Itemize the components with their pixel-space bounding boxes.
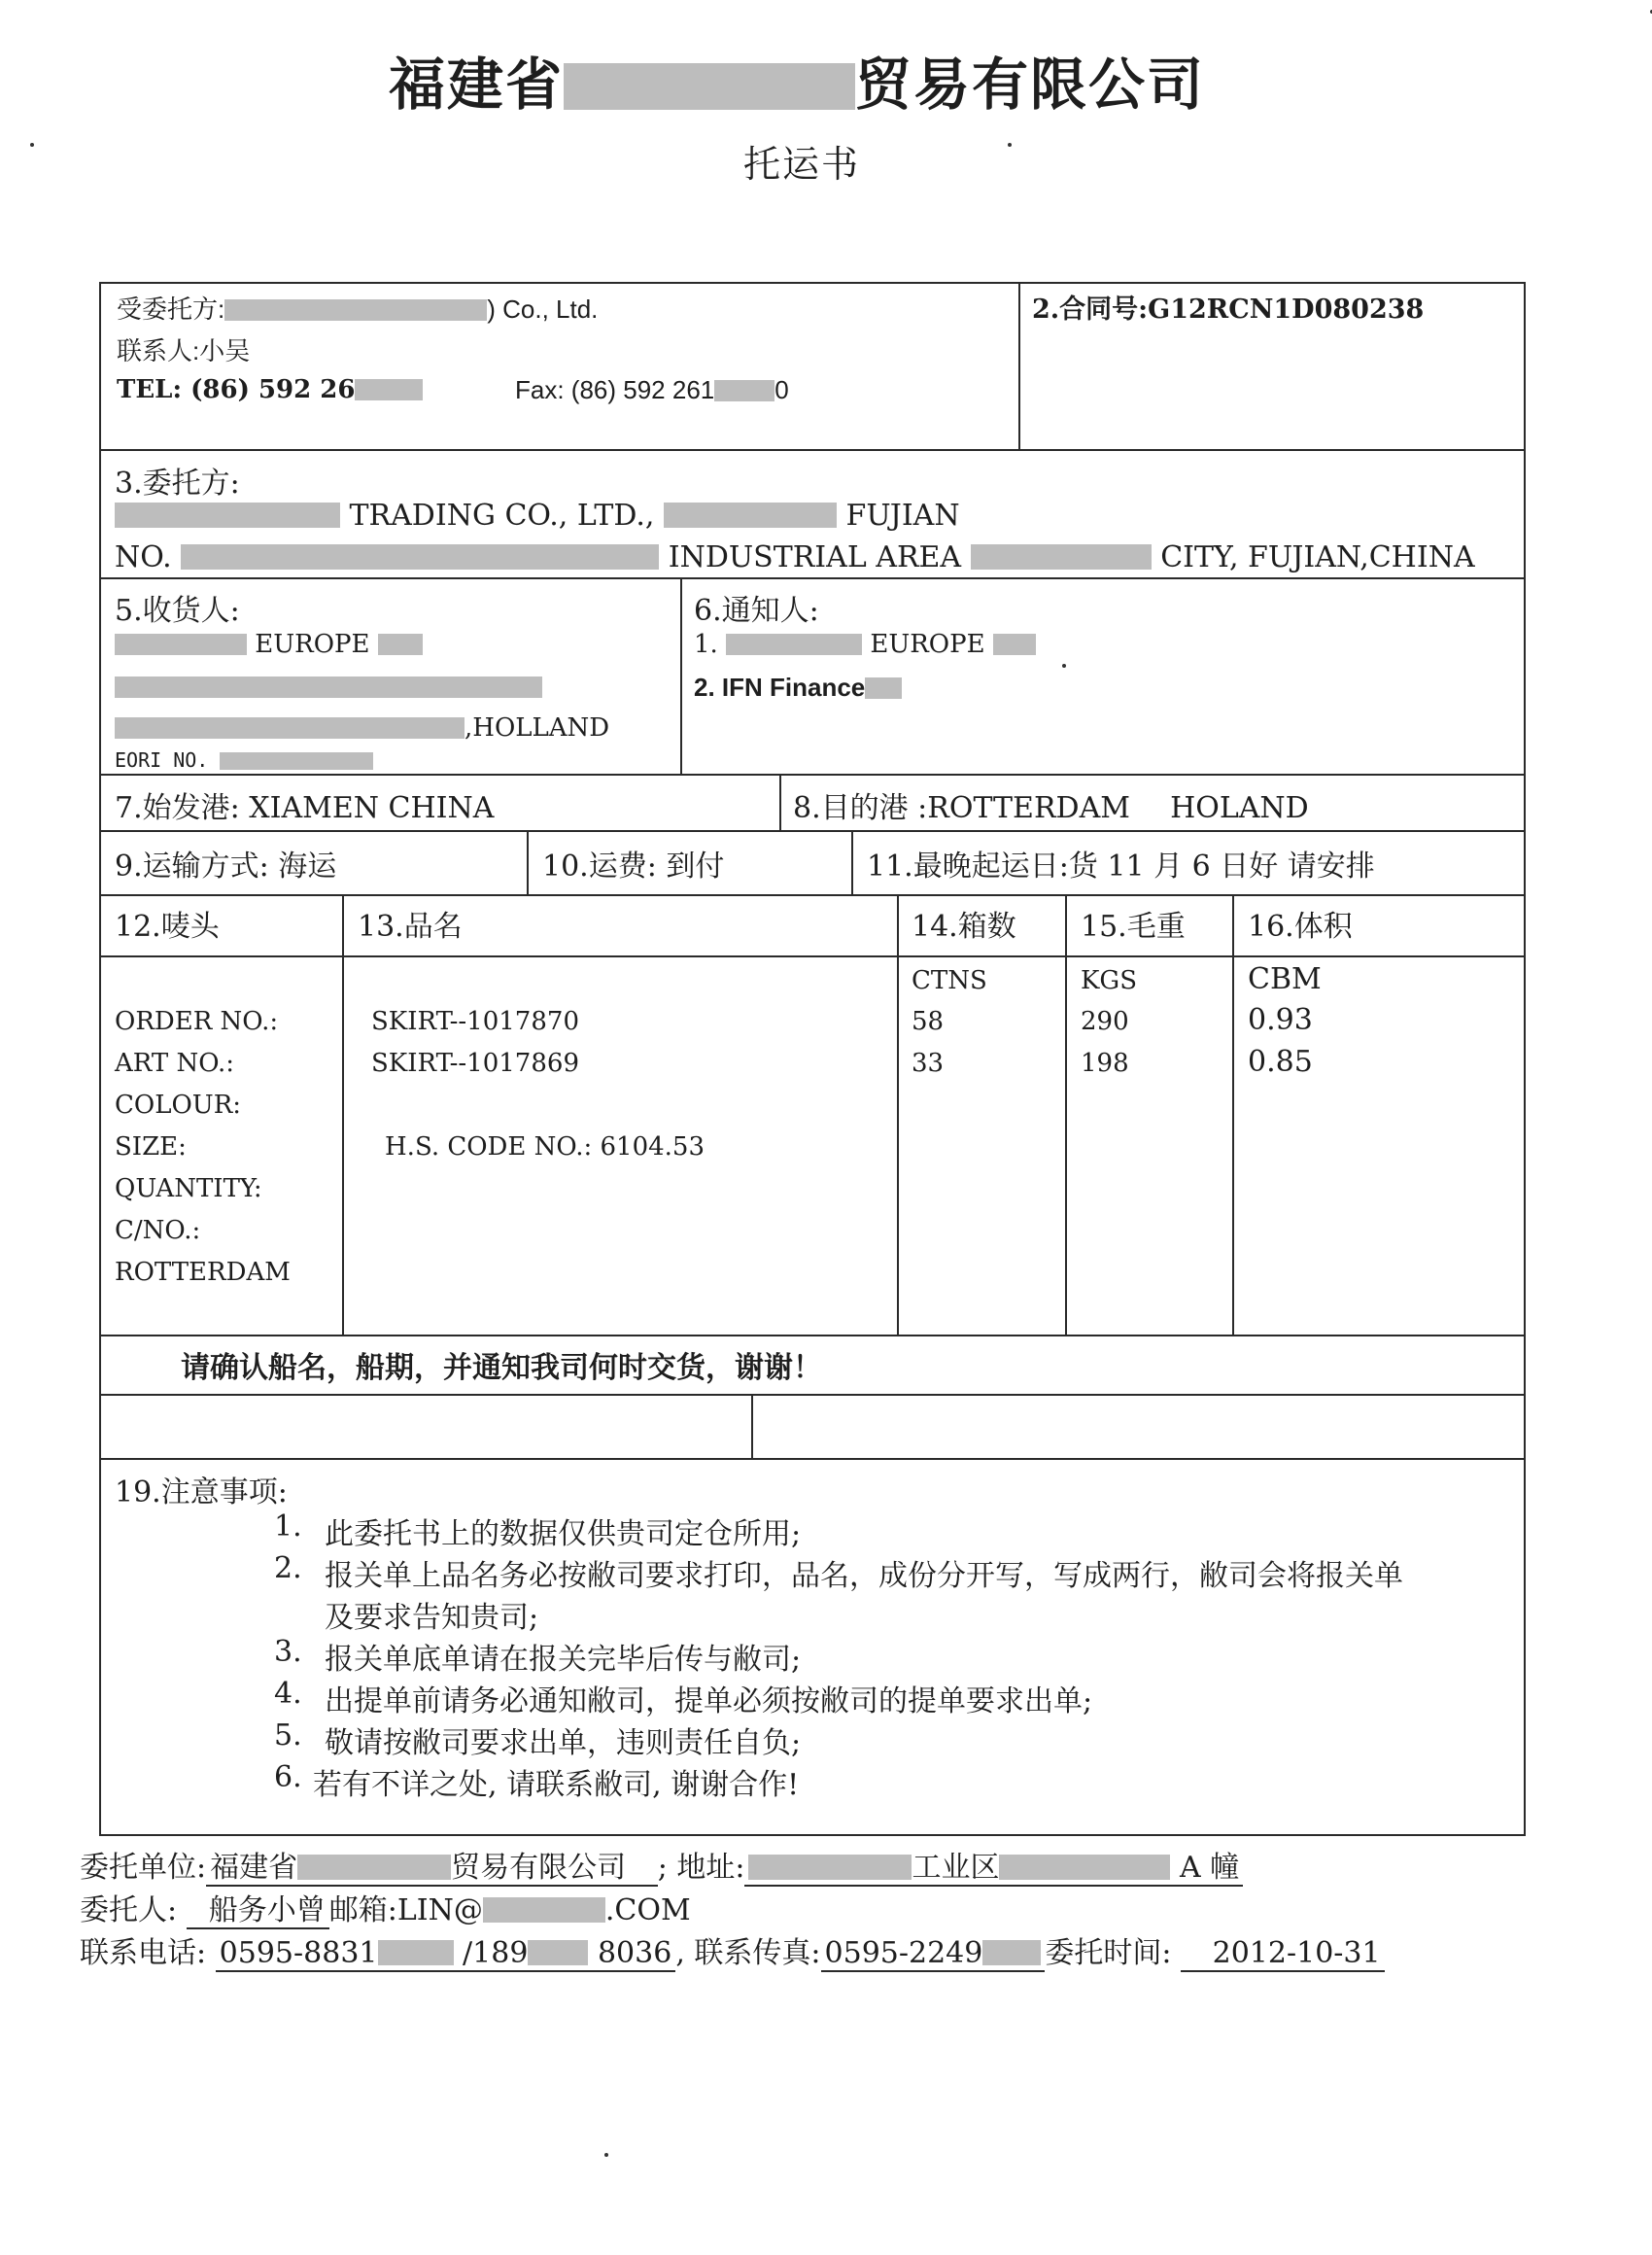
notify-line-2 xyxy=(694,673,902,703)
mark-destination: ROTTERDAM xyxy=(115,1258,291,1287)
phone-2-prefix: /189 xyxy=(463,1936,529,1970)
redaction xyxy=(115,634,247,655)
phone-label: 联系电话: xyxy=(80,1936,207,1970)
item-desc: SKIRT--1017870 xyxy=(371,1007,579,1036)
document-subtitle: 托运书 xyxy=(742,143,860,186)
redaction xyxy=(181,544,659,570)
mode-label: 9.运输方式: xyxy=(115,850,269,884)
item-cbm: 0.93 xyxy=(1248,1003,1313,1037)
redaction xyxy=(714,380,774,401)
consignee-line3-text: ,HOLLAND xyxy=(465,713,610,743)
agent-name-suffix: ) Co., Ltd. xyxy=(487,295,599,324)
mark-order-no: ORDER NO.: xyxy=(115,1007,279,1036)
loading-label: 7.始发港: xyxy=(115,791,240,825)
redaction xyxy=(664,503,837,528)
date-text: 2012-10-31 xyxy=(1212,1936,1381,1970)
redaction xyxy=(378,634,423,655)
redaction xyxy=(748,1855,912,1880)
company-title xyxy=(0,39,1594,121)
contract-number xyxy=(1032,288,1424,326)
addr-value xyxy=(744,1851,1243,1887)
header-cartons: 14.箱数 xyxy=(912,910,1016,944)
item-desc: SKIRT--1017869 xyxy=(371,1049,579,1078)
consignee-line-3 xyxy=(115,713,609,743)
unit-prefix: 福建省 xyxy=(210,1851,298,1885)
fax-number: 0595-2249 xyxy=(824,1936,983,1970)
redaction xyxy=(982,1940,1041,1965)
speck xyxy=(1008,143,1012,147)
mode-value: 海运 xyxy=(278,850,337,884)
header-volume: 16.体积 xyxy=(1248,910,1353,944)
mark-size: SIZE: xyxy=(115,1132,187,1162)
confirm-note: 请确认船名，船期，并通知我司何时交货，谢谢！ xyxy=(181,1351,822,1385)
latest-shipment xyxy=(867,842,1375,885)
mark-quantity: QUANTITY: xyxy=(115,1174,262,1203)
person-label: 委托人: xyxy=(80,1893,178,1927)
unit-suffix: 贸易有限公司 xyxy=(451,1851,627,1885)
email-label: 邮箱: xyxy=(328,1893,397,1927)
notify-line2-text: 2. IFN Finance xyxy=(694,673,866,702)
redaction xyxy=(378,1940,454,1965)
agent-fax xyxy=(515,375,789,405)
note-text: 若有不详之处, 请联系敝司, 谢谢合作! xyxy=(313,1768,800,1802)
note-number: 5. xyxy=(274,1718,302,1752)
note-text: 此委托书上的数据仅供贵司定仓所用; xyxy=(325,1517,802,1551)
agent-fax-suffix: 0 xyxy=(774,375,789,404)
redaction xyxy=(297,1855,451,1880)
redaction xyxy=(115,676,542,698)
freight xyxy=(542,842,724,885)
unit-ctns: CTNS xyxy=(912,966,987,995)
date-label: 委托时间: xyxy=(1045,1936,1172,1970)
notify-line1-num: 1. xyxy=(694,630,718,659)
email-prefix: LIN@ xyxy=(396,1893,483,1927)
shipper-label: 3.委托方: xyxy=(115,467,240,501)
redaction xyxy=(220,752,373,770)
redaction xyxy=(726,634,862,655)
redaction xyxy=(528,1940,588,1965)
redaction xyxy=(971,544,1152,570)
note-number: 1. xyxy=(274,1509,302,1544)
unit-cbm: CBM xyxy=(1248,962,1322,996)
addr-end: A 幢 xyxy=(1180,1851,1240,1885)
person-value xyxy=(187,1893,329,1929)
unit-label: 委托单位: xyxy=(80,1851,207,1885)
dest-value: :ROTTERDAM xyxy=(917,791,1130,825)
footer-unit-row xyxy=(80,1843,1243,1886)
dest-country: HOLAND xyxy=(1170,791,1309,825)
mark-art-no: ART NO.: xyxy=(115,1049,235,1078)
latest-label: 11.最晚起运日: xyxy=(867,850,1069,884)
unit-kgs: KGS xyxy=(1081,966,1138,995)
person-name: 船务小曾 xyxy=(208,1893,326,1927)
item-kgs: 290 xyxy=(1081,1007,1129,1036)
fax-value xyxy=(821,1936,1046,1972)
agent-name xyxy=(117,290,598,326)
agent-fax-prefix: Fax: (86) 592 261 xyxy=(515,375,715,404)
item-kgs: 198 xyxy=(1081,1049,1129,1078)
redaction xyxy=(993,634,1036,655)
company-suffix: 贸易有限公司 xyxy=(855,52,1206,118)
item-cbm: 0.85 xyxy=(1248,1045,1313,1079)
phone-2-suffix: 8036 xyxy=(597,1936,672,1970)
shipper-line2-end: CITY, FUJIAN,CHINA xyxy=(1160,540,1475,574)
shipper-line2-mid: INDUSTRIAL AREA xyxy=(668,540,962,574)
shipper-line-1 xyxy=(115,499,960,533)
latest-value: 货 11 月 6 日好 请安排 xyxy=(1068,850,1375,884)
agent-tel xyxy=(117,375,423,404)
note-number: 2. xyxy=(274,1551,302,1585)
shipper-line1-mid: TRADING CO., LTD., xyxy=(349,499,655,533)
redaction xyxy=(999,1855,1170,1880)
shipper-line1-end: FUJIAN xyxy=(845,499,960,533)
addr-mid: 工业区 xyxy=(912,1851,1000,1885)
phone-value xyxy=(216,1936,676,1972)
consignee-line-1 xyxy=(115,630,423,659)
agent-label: 受委托方: xyxy=(117,295,225,324)
item-ctns: 58 xyxy=(912,1007,945,1036)
speck xyxy=(604,2153,608,2157)
redaction xyxy=(115,503,340,528)
speck xyxy=(30,143,34,147)
note-text: 报关单底单请在报关完毕后传与敝司; xyxy=(325,1643,802,1677)
consignee-line1-text: EUROPE xyxy=(255,630,370,659)
redaction xyxy=(115,717,465,739)
unit-value xyxy=(206,1851,658,1887)
notes-label: 19.注意事项: xyxy=(115,1475,288,1509)
notify-line1-text: EUROPE xyxy=(870,630,985,659)
note-number: 4. xyxy=(274,1677,302,1711)
mark-carton-no: C/NO.: xyxy=(115,1216,201,1245)
fax-label: , 联系传真: xyxy=(675,1936,821,1970)
hs-code: H.S. CODE NO.: 6104.53 xyxy=(385,1132,705,1162)
note-number: 3. xyxy=(274,1635,302,1669)
header-gross-weight: 15.毛重 xyxy=(1081,910,1186,944)
freight-value: 到付 xyxy=(666,850,725,884)
port-of-loading xyxy=(115,783,494,826)
note-text: 报关单上品名务必按敝司要求打印，品名，成份分开写，写成两行，敝司会将报关单 xyxy=(325,1559,1403,1593)
note-text: 出提单前请务必通知敝司，提单必须按敝司的提单要求出单; xyxy=(325,1684,1093,1718)
note-number: 6. xyxy=(274,1760,302,1794)
header-description: 13.品名 xyxy=(358,910,463,944)
dest-label: 8.目的港 xyxy=(793,791,909,825)
note-text: 敬请按敝司要求出单，违则责任自负; xyxy=(325,1726,802,1760)
transport-mode xyxy=(115,842,336,885)
redaction xyxy=(483,1897,605,1923)
consignee-eori xyxy=(115,748,373,772)
addr-label: ; 地址: xyxy=(657,1851,745,1885)
footer-contact-row xyxy=(80,1928,1385,1971)
consignee-eori-label: EORI NO. xyxy=(115,748,209,772)
consignee-label: 5.收货人: xyxy=(115,594,240,628)
footer-person-row xyxy=(80,1886,691,1928)
redaction xyxy=(865,677,902,699)
date-value xyxy=(1181,1936,1385,1972)
shipper-line-2 xyxy=(115,540,1475,574)
notify-line-1 xyxy=(694,630,1036,659)
redaction xyxy=(355,379,423,400)
note-text: 及要求告知贵司; xyxy=(325,1601,539,1635)
item-ctns: 33 xyxy=(912,1049,945,1078)
contract-value: G12RCN1D080238 xyxy=(1148,295,1425,325)
shipper-line2-start: NO. xyxy=(115,540,172,574)
speck xyxy=(1062,664,1066,668)
header-marks: 12.唛头 xyxy=(115,910,220,944)
port-of-destination xyxy=(793,783,1309,826)
phone-1: 0595-8831 xyxy=(219,1936,378,1970)
redaction xyxy=(224,299,487,321)
freight-label: 10.运费: xyxy=(542,850,657,884)
agent-tel-text: TEL: (86) 592 26 xyxy=(117,375,356,404)
company-prefix: 福建省 xyxy=(388,52,564,118)
mark-colour: COLOUR: xyxy=(115,1091,242,1120)
contract-label: 2.合同号: xyxy=(1032,295,1149,325)
loading-value: XIAMEN CHINA xyxy=(249,791,495,825)
redaction xyxy=(564,63,855,110)
email-value xyxy=(397,1893,691,1927)
consignee-line-2 xyxy=(115,673,542,702)
notify-label: 6.通知人: xyxy=(694,594,819,628)
email-suffix: .COM xyxy=(604,1893,691,1927)
agent-contact: 联系人:小吴 xyxy=(117,336,251,365)
